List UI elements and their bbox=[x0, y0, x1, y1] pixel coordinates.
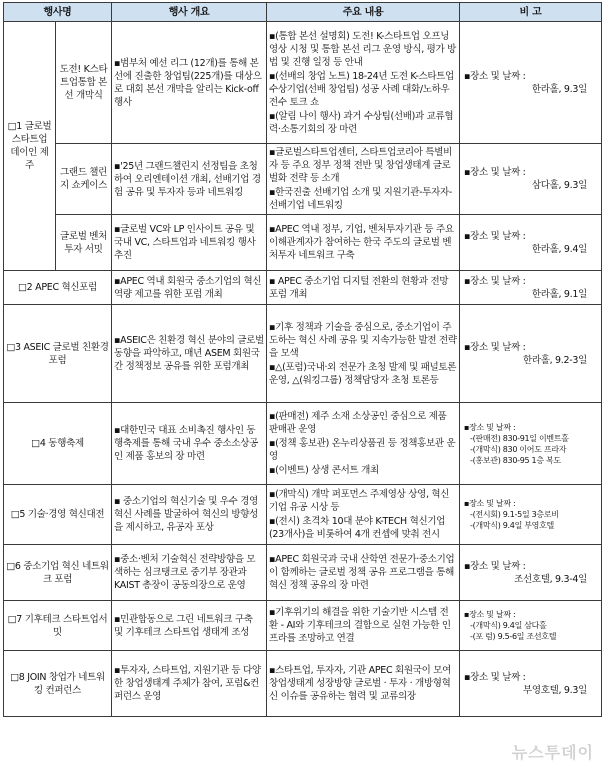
summary-cell bbox=[112, 305, 267, 403]
remark-value: 삼다홀, 9.3일 bbox=[531, 180, 587, 191]
remark-label: ▪장소 및 날짜 : bbox=[464, 275, 526, 287]
event-name: □4 동행축제 bbox=[4, 403, 112, 485]
list-item: ▪스타트업, 투자자, 기관 APEC 회원국이 모여 창업생태계 성장방향 글로벌 · 투자 · 개방형혁신 이슈를 공유하는 협력 및 교류의장 bbox=[269, 665, 451, 702]
table-row bbox=[4, 545, 602, 601]
list-item: ▪(전시) 초격차 10대 분야 K-TECH 혁신기업(23개사)을 비롯하여 4개 컨셉에 맞춰 전시 bbox=[269, 516, 446, 540]
remark-label: ▪장소 및 날짜 : bbox=[464, 230, 526, 242]
remark-value: 한라홀, 9.3일 bbox=[531, 83, 587, 95]
event-name: □8 JOIN 창업가 네트워킹 컨퍼런스 bbox=[4, 651, 112, 717]
remark-label: ▪장소 및 날짜 : bbox=[464, 422, 516, 432]
remark-cell bbox=[460, 651, 602, 717]
list-item: ▪APEC 역내 회원국 중소기업의 혁신역량 제고를 위한 포럼 개최 bbox=[114, 275, 262, 300]
table-row bbox=[4, 215, 602, 271]
table-row bbox=[4, 601, 602, 651]
event-name: □2 APEC 혁신포럼 bbox=[4, 271, 112, 305]
list-item: ▪민관합동으로 그린 네트워크 구축 및 기후테크 스타트업 생태계 조성 bbox=[114, 613, 253, 638]
list-item: ▪△(포럼)국내·외 전문가 초청 발제 및 패널토론 운영, △(워킹그룹) 정책담당자 초청 토론등 bbox=[269, 361, 457, 386]
list-item: ▪(판매전) 제주 소재 소상공인 중심으로 제품 판매관 운영 bbox=[269, 411, 447, 435]
remark-value: 조선호텔, 9.3-4일 bbox=[514, 573, 587, 585]
table-row bbox=[4, 485, 602, 545]
list-item: ▪ APEC 중소기업 디지털 전환의 현황과 전망 포럼 개최 bbox=[269, 275, 449, 300]
summary-cell bbox=[112, 271, 267, 305]
summary-cell bbox=[112, 485, 267, 545]
list-item: ▪(선배의 창업 노트) 18-24년 도전 K-스타트업 수상기업(선배 창업팀) 성공 사례 대화/노하우 전수 토크 쇼 bbox=[269, 70, 454, 108]
remark-value: 부영호텔, 9.3일 bbox=[522, 684, 587, 696]
list-item: ▪ASEIC은 친환경 혁신 분야의 글로벌 동향을 파악하고, 매년 ASEM 회원국 간 정책정보 공유를 위한 포럼개최 bbox=[114, 335, 265, 372]
list-item: ▪글로벌스타트업센터, 스타트업코리아 특별비자 등 주요 정부 정책 전반 및 창업생태계 글로벌화 전략 등 소개 bbox=[269, 147, 452, 184]
list-item: ▪글로벌 VC와 LP 인사이트 공유 및 국내 VC, 스타트업과 네트워킹 행사 추진 bbox=[114, 224, 256, 261]
event-name: 도전! K스타트업통합 본선 개막식 bbox=[56, 22, 112, 144]
list-item: ▪범부처 예선 리그 (12개)를 통해 본선에 진출한 창업팀(225개)를 대상으로 대회 본선 개막을 알리는 Kick-off 행사 bbox=[114, 57, 262, 108]
remark-cell bbox=[460, 403, 602, 485]
events-table bbox=[3, 2, 602, 717]
list-item: ▪기후 정책과 기술을 중심으로, 중소기업이 주도하는 혁신 사례 공유 및 지속가능한 발전 전략을 모색 bbox=[269, 321, 457, 359]
list-item: ▪APEC 역내 정부, 기업, 벤처투자기관 등 주요 이해관계자가 참여하는 한국 주도의 글로벌 벤처투자 네트워크 구축 bbox=[269, 224, 454, 261]
list-item: ▪(이벤트) 상생 콘서트 개최 bbox=[269, 465, 379, 476]
remark-cell bbox=[460, 545, 602, 601]
remark-value: 한라홀, 9.2-3일 bbox=[522, 354, 587, 366]
header-content: 주요 내용 bbox=[267, 3, 460, 22]
content-cell bbox=[267, 305, 460, 403]
table-row bbox=[4, 403, 602, 485]
list-item: ▪ 중소기업의 혁신기술 및 우수 경영혁신 사례를 발굴하여 혁신의 방향성을 제시하고, 유공자 포상 bbox=[114, 496, 259, 533]
remark-cell bbox=[460, 22, 602, 144]
content-cell bbox=[267, 403, 460, 485]
content-cell bbox=[267, 144, 460, 215]
remark-cell bbox=[460, 144, 602, 215]
header-remark: 비 고 bbox=[460, 3, 602, 22]
summary-cell bbox=[112, 545, 267, 601]
remark-label: ▪장소 및 날짜 : bbox=[464, 610, 516, 619]
remark-value: -(개막식) 9.4일 삼다홀 -(포 럼) 9.5-6일 조선호텔 bbox=[470, 621, 557, 641]
list-item: ▪(정책 홍보관) 온누리상품권 등 정책홍보관 운영 bbox=[269, 438, 456, 462]
content-cell bbox=[267, 271, 460, 305]
content-cell bbox=[267, 215, 460, 271]
content-cell bbox=[267, 22, 460, 144]
remark-cell bbox=[460, 305, 602, 403]
summary-cell bbox=[112, 22, 267, 144]
header-summary: 행사 개요 bbox=[112, 3, 267, 22]
content-cell bbox=[267, 601, 460, 651]
summary-cell bbox=[112, 403, 267, 485]
summary-cell bbox=[112, 601, 267, 651]
content-cell bbox=[267, 651, 460, 717]
summary-cell bbox=[112, 215, 267, 271]
list-item: ▪(개막식) 개막 퍼포먼스 주제영상 상영, 혁신기업 유공 시상 등 bbox=[269, 489, 450, 513]
group-label: □1 글로벌 스타트업 데이인 제주 bbox=[4, 22, 56, 271]
event-name: □6 중소기업 혁신 네트워크 포럼 bbox=[4, 545, 112, 601]
table-header-row bbox=[4, 3, 602, 22]
watermark: 뉴스투데이 bbox=[511, 743, 594, 762]
table-row bbox=[4, 271, 602, 305]
remark-label: ▪장소 및 날짜 : bbox=[464, 499, 516, 508]
event-name: 글로벌 벤처투자 서밋 bbox=[56, 215, 112, 271]
list-item: ▪중소·벤처 기술혁신 전략방향을 모색하는 심크탱크로 중기부 장관과 KAIST 총장이 공동의장으로 운영 bbox=[114, 554, 256, 591]
content-cell bbox=[267, 485, 460, 545]
content-cell bbox=[267, 545, 460, 601]
event-name: □7 기후테크 스타트업서밋 bbox=[4, 601, 112, 651]
remark-value: -(전시회) 9.1-5일 3층로비 -(개막식) 9.4일 부영호텔 bbox=[470, 510, 559, 530]
summary-cell bbox=[112, 651, 267, 717]
remark-label: ▪장소 및 날짜 : bbox=[464, 167, 526, 178]
list-item: ▪투자자, 스타트업, 지원기관 등 다양한 창업생태계 주체가 참여, 포럼&컨퍼런스 운영 bbox=[114, 665, 261, 702]
list-item: ▪대한민국 대표 소비촉진 행사인 동행축제를 통해 국내 우수 중소소상공인 제품 홍보의 장 마련 bbox=[114, 425, 259, 462]
event-name: 그랜드 챌린지 쇼케이스 bbox=[56, 144, 112, 215]
event-name: □3 ASEIC 글로벌 친환경 포럼 bbox=[4, 305, 112, 403]
table-row bbox=[4, 22, 602, 144]
list-item: ▪한국진출 선배기업 소개 및 지원기관-투자자-선배기업 네트워킹 bbox=[269, 187, 453, 211]
list-item: ▪'25년 그랜드챌린지 선정팀을 초청하여 오리엔테이션 개최, 선배기업 경험 공유 및 투자자 등과 네트워킹 bbox=[114, 160, 261, 198]
list-item: ▪기후위기의 해결을 위한 기술기반 시스템 전환 - AI와 기후테크의 결합으로 실현 가능한 인프라를 조망하고 연결 bbox=[269, 607, 451, 644]
table-row bbox=[4, 305, 602, 403]
header-name: 행사명 bbox=[4, 3, 112, 22]
event-name: □5 기술·경영 혁신대전 bbox=[4, 485, 112, 545]
remark-label: ▪장소 및 날짜 : bbox=[464, 341, 526, 353]
table-row bbox=[4, 144, 602, 215]
list-item: ▪(알림 나이 행사) 과거 수상팀(선배)과 교류협력·소통기회의 장 마련 bbox=[269, 110, 454, 135]
remark-cell bbox=[460, 271, 602, 305]
remark-value: -(판매전) 830-91일 이벤트홀 -(개막식) 830 이어도 프라자 -(홍보관) 830-95 1층 복도 bbox=[470, 433, 569, 465]
remark-cell bbox=[460, 215, 602, 271]
remark-label: ▪장소 및 날짜 : bbox=[464, 671, 526, 683]
remark-cell bbox=[460, 485, 602, 545]
remark-label: ▪장소 및 날짜 : bbox=[464, 560, 526, 572]
remark-value: 한라홀, 9.4일 bbox=[531, 243, 587, 255]
table-row bbox=[4, 651, 602, 717]
remark-cell bbox=[460, 601, 602, 651]
summary-cell bbox=[112, 144, 267, 215]
list-item: ▪(통합 본선 설명회) 도전! K-스타트업 오프닝 영상 시청 및 통합 본선 리그 운영 방식, 평가 방법 및 진행 일정 등 안내 bbox=[269, 30, 456, 68]
remark-value: 한라홀, 9.1일 bbox=[531, 288, 587, 300]
remark-label: ▪장소 및 날짜 : bbox=[464, 70, 526, 82]
list-item: ▪APEC 회원국과 국내 산학연 전문가·중소기업이 함께하는 글로벌 정책 공유 프로그램을 통해 혁신 정책 공유의 장 마련 bbox=[269, 554, 455, 591]
